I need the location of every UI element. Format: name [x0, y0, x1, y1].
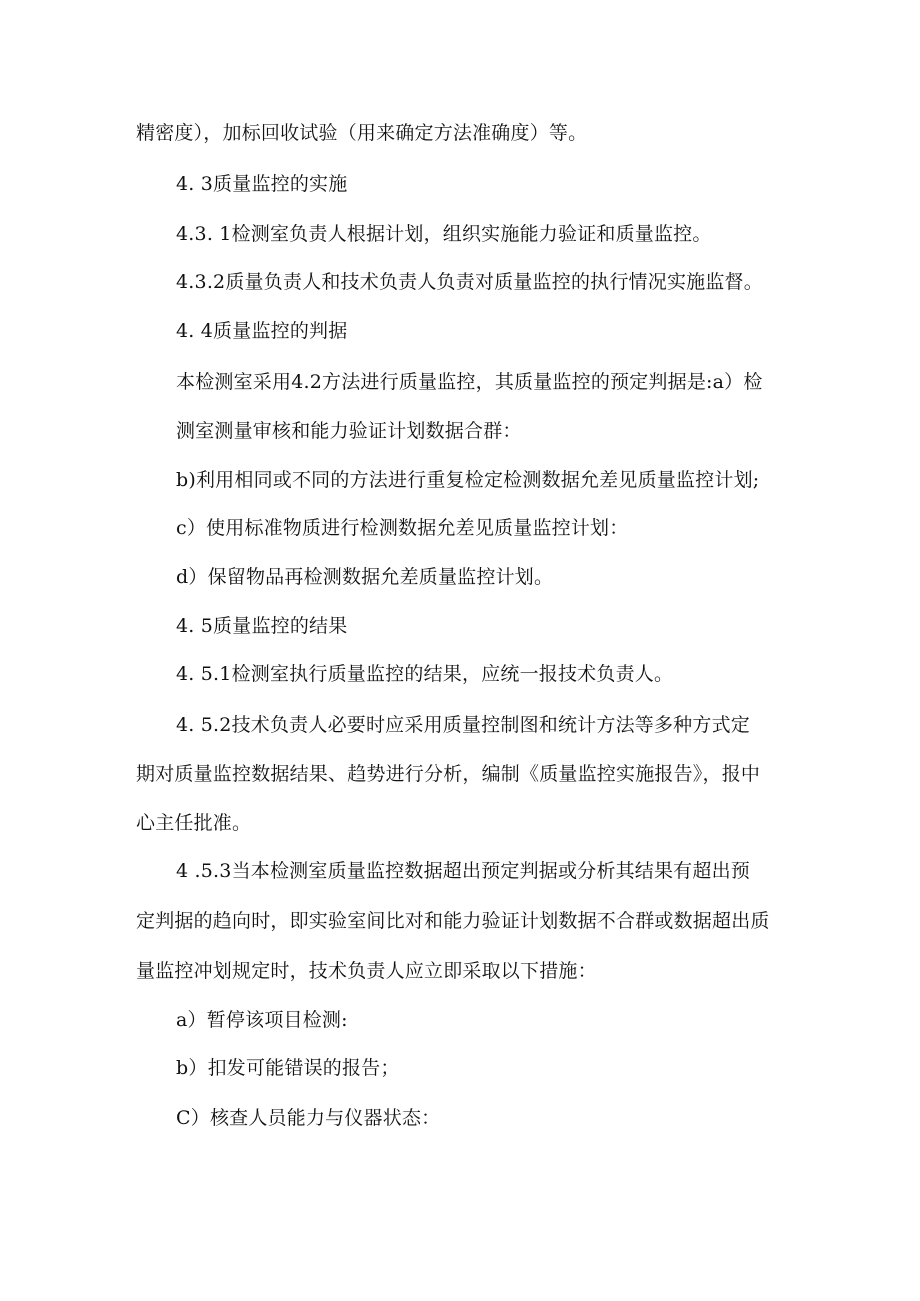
- text-line-4-5-3-a: 4 .5.3当本检测室质量监控数据超出预定判据或分析其结果有超出预: [176, 860, 750, 882]
- text-line-criteria-1: 本检测室采用4.2方法进行质量监控，其质量监控的预定判据是:a）检: [176, 371, 763, 393]
- text-line-4-5-2-c: 心主任批准。: [136, 812, 252, 834]
- text-line-4-3-2: 4.3.2质量负责人和技术负责人负责对质量监控的执行情况实施监督。: [176, 271, 763, 293]
- text-line-4-5-2-a: 4. 5.2技术负责人必要时应采用质量控制图和统计方法等多种方式定: [176, 714, 750, 736]
- list-item-b-criteria: b)利用相同或不同的方法进行重复检定检测数据允差见质量监控计划;: [176, 469, 760, 491]
- text-line-4-5-3-c: 量监控冲划规定时，技术负责人应立即采取以下措施：: [136, 960, 597, 982]
- section-heading-4-4: 4. 4质量监控的判据: [176, 320, 348, 342]
- text-line-4-5-1: 4. 5.1检测室执行质量监控的结果，应统一报技术负责人。: [176, 663, 674, 685]
- list-item-c-measure: C）核查人员能力与仪器状态：: [176, 1107, 441, 1129]
- text-line-4-3-1: 4.3. 1检测室负责人根据计划，组织实施能力验证和质量监控。: [176, 223, 712, 245]
- list-item-b-measure: b）扣发可能错误的报告；: [176, 1057, 400, 1079]
- section-heading-4-3: 4. 3质量监控的实施: [176, 173, 348, 195]
- text-line-4-5-3-b: 定判据的趋向时，即实验室间比对和能力验证计划数据不合群或数据超出质: [136, 910, 770, 932]
- list-item-c-criteria: c）使用标准物质进行检测数据允差见质量监控计划：: [176, 517, 629, 539]
- text-line-criteria-2: 测室测量审核和能力验证计划数据合群：: [176, 420, 522, 442]
- section-heading-4-5: 4. 5质量监控的结果: [176, 615, 348, 637]
- list-item-d-criteria: d）保留物品再检测数据允差质量监控计划。: [176, 566, 554, 588]
- text-line-1: 精密度），加标回收试验（用来确定方法准确度）等。: [136, 122, 588, 144]
- list-item-a-measure: a）暂停该项目检测:: [176, 1009, 348, 1031]
- text-line-4-5-2-b: 期对质量监控数据结果、趋势进行分析，编制《质量监控实施报告》，报中: [136, 763, 761, 785]
